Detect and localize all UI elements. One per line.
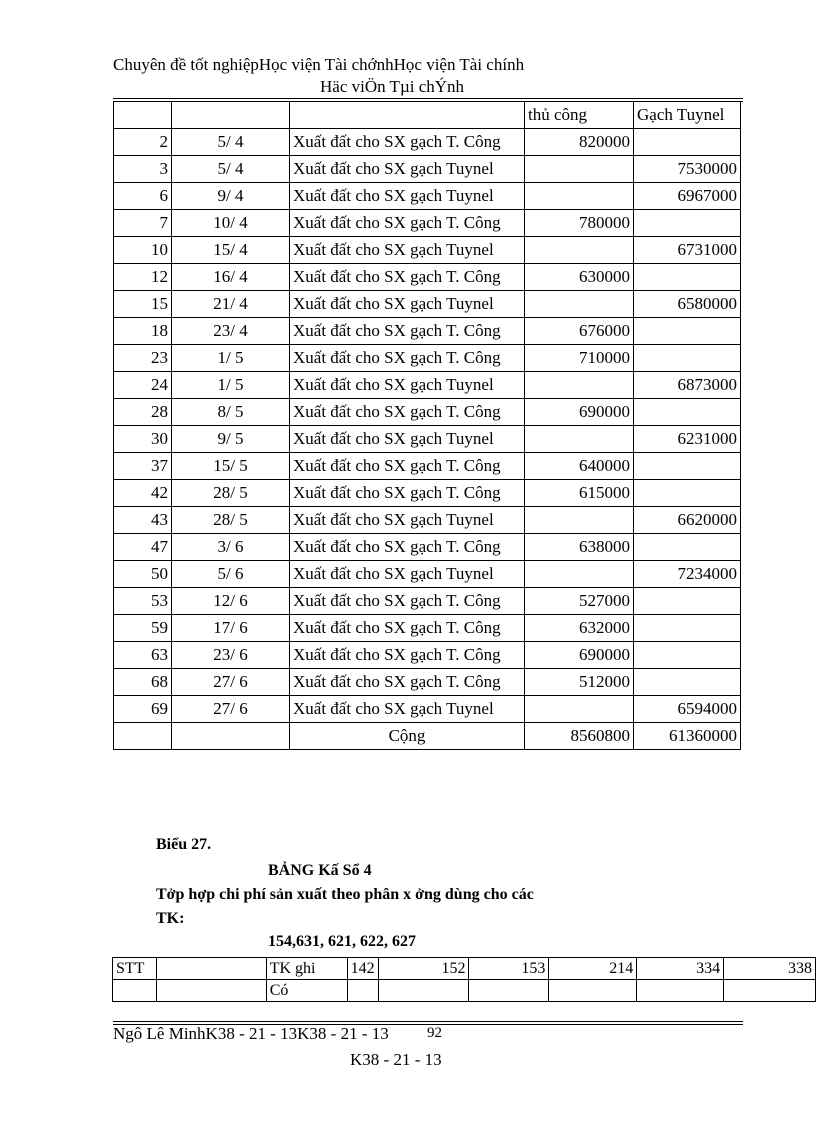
summary-cell: STT — [113, 958, 157, 980]
table-cell: 28/ 5 — [172, 507, 290, 534]
table-cell — [634, 399, 741, 426]
table-cell: Xuất đất cho SX gạch Tuynel — [290, 696, 525, 723]
table-row — [114, 534, 741, 561]
table-cell — [634, 210, 741, 237]
table-cell — [290, 102, 525, 129]
table-cell: 43 — [114, 507, 172, 534]
table-cell — [634, 129, 741, 156]
table-cell — [634, 453, 741, 480]
summary-cell — [378, 980, 469, 1002]
table-cell: 10/ 4 — [172, 210, 290, 237]
table-cell: 3/ 6 — [172, 534, 290, 561]
table-cell: 2 — [114, 129, 172, 156]
table-cell — [634, 480, 741, 507]
table-cell: 61360000 — [634, 723, 741, 750]
table-cell — [525, 183, 634, 210]
summary-row — [113, 980, 816, 1002]
table-cell — [172, 102, 290, 129]
table-cell: thủ công — [525, 102, 634, 129]
table-cell: Xuất đất cho SX gạch T. Công — [290, 534, 525, 561]
table-cell: 638000 — [525, 534, 634, 561]
bieu-title: BẢNG Kấ Sổ 4 — [268, 862, 372, 879]
table-cell: 27/ 6 — [172, 669, 290, 696]
table-cell: 59 — [114, 615, 172, 642]
table-cell: 5/ 6 — [172, 561, 290, 588]
summary-cell: 142 — [347, 958, 378, 980]
summary-cell: 214 — [549, 958, 637, 980]
table-cell — [634, 669, 741, 696]
summary-table — [112, 957, 816, 1002]
table-cell: 6873000 — [634, 372, 741, 399]
bieu-account-codes: 154,631, 621, 622, 627 — [268, 933, 416, 950]
table-cell: 27/ 6 — [172, 696, 290, 723]
table-cell: Xuất đất cho SX gạch T. Công — [290, 453, 525, 480]
table-cell — [525, 237, 634, 264]
table-row — [114, 453, 741, 480]
table-cell: 1/ 5 — [172, 372, 290, 399]
table-cell: 69 — [114, 696, 172, 723]
table-cell: 3 — [114, 156, 172, 183]
header-title: Chuyên đề tốt nghiệpHọc viện Tài chớnhHọc viện Tài chính — [113, 55, 525, 74]
table-cell: 615000 — [525, 480, 634, 507]
table-cell: 9/ 4 — [172, 183, 290, 210]
ledger-table — [113, 101, 741, 750]
table-cell: 53 — [114, 588, 172, 615]
summary-cell: 334 — [637, 958, 724, 980]
table-cell: 68 — [114, 669, 172, 696]
table-cell: Xuất đất cho SX gạch Tuynel — [290, 561, 525, 588]
bieu-subtitle: Tởp hợp chi phí sản xuất theo phân x ởng dùng cho các — [156, 886, 534, 903]
table-cell — [634, 615, 741, 642]
table-row — [114, 345, 741, 372]
summary-cell: Có — [266, 980, 347, 1002]
table-cell: Xuất đất cho SX gạch T. Công — [290, 264, 525, 291]
table-cell — [525, 291, 634, 318]
table-cell: Xuất đất cho SX gạch T. Công — [290, 615, 525, 642]
table-cell — [634, 345, 741, 372]
table-cell: 63 — [114, 642, 172, 669]
table-row — [114, 291, 741, 318]
summary-cell: 152 — [378, 958, 469, 980]
summary-cell — [156, 980, 266, 1002]
footer-rule-top — [113, 1021, 743, 1022]
table-cell: 630000 — [525, 264, 634, 291]
table-cell — [172, 723, 290, 750]
bieu-label: Biểu 27. — [156, 836, 212, 853]
table-cell: Xuất đất cho SX gạch Tuynel — [290, 426, 525, 453]
table-cell: Xuất đất cho SX gạch Tuynel — [290, 372, 525, 399]
table-cell — [525, 507, 634, 534]
table-cell — [634, 534, 741, 561]
table-cell: 6 — [114, 183, 172, 210]
table-cell: 15/ 4 — [172, 237, 290, 264]
table-cell: 10 — [114, 237, 172, 264]
table-cell: 8560800 — [525, 723, 634, 750]
table-row — [114, 588, 741, 615]
table-cell: 30 — [114, 426, 172, 453]
table-row — [114, 561, 741, 588]
table-cell: 512000 — [525, 669, 634, 696]
table-cell: 6967000 — [634, 183, 741, 210]
table-row — [114, 399, 741, 426]
table-row — [114, 669, 741, 696]
table-cell: 23/ 6 — [172, 642, 290, 669]
table-cell: Cộng — [290, 723, 525, 750]
table-cell: Xuất đất cho SX gạch T. Công — [290, 345, 525, 372]
summary-cell: 338 — [724, 958, 816, 980]
page-number: 92 — [427, 1025, 442, 1041]
table-row — [114, 642, 741, 669]
table-cell: Xuất đất cho SX gạch Tuynel — [290, 237, 525, 264]
table-cell: Xuất đất cho SX gạch Tuynel — [290, 507, 525, 534]
summary-cell — [724, 980, 816, 1002]
table-cell: 6594000 — [634, 696, 741, 723]
table-cell: 15 — [114, 291, 172, 318]
header-subtitle: Häc viÖn Tµi chÝnh — [320, 77, 465, 96]
table-row — [114, 264, 741, 291]
table-row — [114, 210, 741, 237]
table-cell — [525, 561, 634, 588]
table-cell: 6620000 — [634, 507, 741, 534]
summary-cell: 153 — [469, 958, 549, 980]
table-cell — [525, 696, 634, 723]
table-row — [114, 426, 741, 453]
table-cell: 7 — [114, 210, 172, 237]
table-cell: Xuất đất cho SX gạch T. Công — [290, 588, 525, 615]
table-cell: 6580000 — [634, 291, 741, 318]
table-cell: 16/ 4 — [172, 264, 290, 291]
summary-row — [113, 958, 816, 980]
table-header-row — [114, 102, 741, 129]
summary-cell — [549, 980, 637, 1002]
summary-cell — [113, 980, 157, 1002]
table-cell: 17/ 6 — [172, 615, 290, 642]
table-cell: 12/ 6 — [172, 588, 290, 615]
table-cell: 6731000 — [634, 237, 741, 264]
table-cell: 42 — [114, 480, 172, 507]
table-cell: 527000 — [525, 588, 634, 615]
table-cell — [114, 102, 172, 129]
table-cell: Xuất đất cho SX gạch T. Công — [290, 480, 525, 507]
table-cell: 21/ 4 — [172, 291, 290, 318]
table-cell — [114, 723, 172, 750]
table-row — [114, 237, 741, 264]
table-cell: 690000 — [525, 399, 634, 426]
table-cell: Xuất đất cho SX gạch T. Công — [290, 318, 525, 345]
table-cell: 710000 — [525, 345, 634, 372]
summary-cell — [347, 980, 378, 1002]
table-cell: 632000 — [525, 615, 634, 642]
table-cell: Xuất đất cho SX gạch T. Công — [290, 642, 525, 669]
table-cell: 5/ 4 — [172, 156, 290, 183]
table-cell: 23/ 4 — [172, 318, 290, 345]
table-cell: Xuất đất cho SX gạch T. Công — [290, 210, 525, 237]
footer-class: K38 - 21 - 13 — [350, 1050, 442, 1069]
table-cell — [525, 372, 634, 399]
table-row — [114, 507, 741, 534]
table-cell: 8/ 5 — [172, 399, 290, 426]
table-cell: Xuất đất cho SX gạch Tuynel — [290, 183, 525, 210]
table-cell — [634, 642, 741, 669]
table-cell: 28/ 5 — [172, 480, 290, 507]
table-cell: 7234000 — [634, 561, 741, 588]
table-row — [114, 156, 741, 183]
table-cell: Xuất đất cho SX gạch Tuynel — [290, 291, 525, 318]
table-cell: Xuất đất cho SX gạch T. Công — [290, 669, 525, 696]
table-cell: 47 — [114, 534, 172, 561]
table-cell — [525, 426, 634, 453]
table-cell: 7530000 — [634, 156, 741, 183]
table-cell: 676000 — [525, 318, 634, 345]
table-cell — [634, 588, 741, 615]
table-cell — [634, 264, 741, 291]
table-cell: 12 — [114, 264, 172, 291]
table-cell: 820000 — [525, 129, 634, 156]
table-cell: 24 — [114, 372, 172, 399]
table-row — [114, 696, 741, 723]
table-row — [114, 372, 741, 399]
summary-cell — [156, 958, 266, 980]
table-cell: Xuất đất cho SX gạch T. Công — [290, 399, 525, 426]
table-cell: Xuất đất cho SX gạch T. Công — [290, 129, 525, 156]
table-cell: 28 — [114, 399, 172, 426]
summary-cell: TK ghi — [266, 958, 347, 980]
footer-author: Ngô Lê MinhK38 - 21 - 13K38 - 21 - 13 — [113, 1024, 389, 1043]
table-cell: Xuất đất cho SX gạch Tuynel — [290, 156, 525, 183]
table-cell: 5/ 4 — [172, 129, 290, 156]
table-cell — [634, 318, 741, 345]
table-cell: 690000 — [525, 642, 634, 669]
table-cell: 6231000 — [634, 426, 741, 453]
table-cell: 640000 — [525, 453, 634, 480]
summary-cell — [637, 980, 724, 1002]
table-cell: 780000 — [525, 210, 634, 237]
table-total-row — [114, 723, 741, 750]
table-row — [114, 480, 741, 507]
table-row — [114, 615, 741, 642]
table-row — [114, 318, 741, 345]
summary-cell — [469, 980, 549, 1002]
table-cell: 37 — [114, 453, 172, 480]
bieu-tk-label: TK: — [156, 910, 185, 927]
table-cell: 23 — [114, 345, 172, 372]
table-cell: 1/ 5 — [172, 345, 290, 372]
table-cell: 15/ 5 — [172, 453, 290, 480]
table-cell: Gạch Tuynel — [634, 102, 741, 129]
table-cell: 9/ 5 — [172, 426, 290, 453]
header-rule-top — [113, 98, 743, 99]
table-cell: 50 — [114, 561, 172, 588]
table-cell — [525, 156, 634, 183]
table-row — [114, 129, 741, 156]
table-row — [114, 183, 741, 210]
table-cell: 18 — [114, 318, 172, 345]
